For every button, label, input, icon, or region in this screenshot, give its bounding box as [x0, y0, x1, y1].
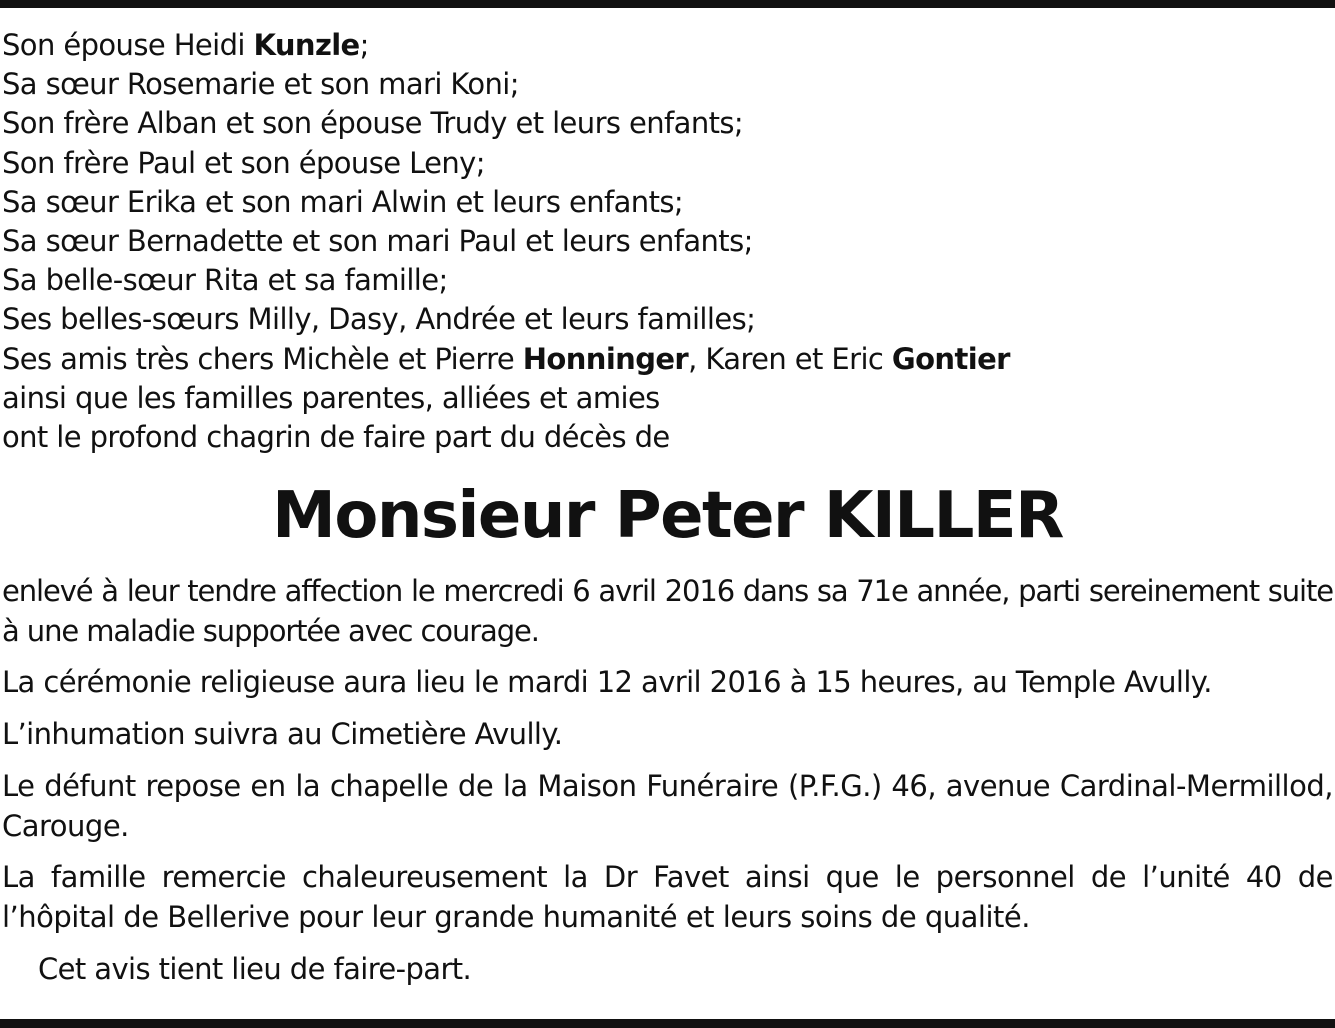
surname-gontier: Gontier — [891, 341, 1010, 376]
passing-paragraph: enlevé à leur tendre affection le mercredi 6 avril 2016 dans sa 71e année, parti sereinement suite à une maladie supportée avec courage. — [2, 574, 1333, 648]
mourner-line: Sa sœur Bernadette et son mari Paul et leurs enfants; — [2, 224, 753, 259]
mourner-line: Ses belles-sœurs Milly, Dasy, Andrée et leurs familles; — [2, 302, 756, 337]
ceremony-paragraph: La cérémonie religieuse aura lieu le mardi 12 avril 2016 à 15 heures, au Temple Avully. — [2, 665, 1212, 699]
mourner-line: Son frère Alban et son épouse Trudy et leurs enfants; — [2, 106, 744, 141]
bottom-border-rule — [0, 1019, 1335, 1028]
burial-paragraph: L’inhumation suivra au Cimetière Avully. — [2, 717, 563, 751]
top-border-rule — [0, 0, 1335, 8]
mourner-line: Sa sœur Erika et son mari Alwin et leurs enfants; — [2, 184, 684, 219]
thanks-paragraph: La famille remercie chaleureusement la Dr Favet ainsi que le personnel de l’unité 40 de l’hôpital de Bellerive pour leur grande humanité et leurs soins de qualité. — [2, 860, 1333, 934]
mourner-line: Sa sœur Rosemarie et son mari Koni; — [2, 67, 519, 102]
mourner-line: Sa belle-sœur Rita et sa famille; — [2, 263, 448, 298]
mourner-line: Son frère Paul et son épouse Leny; — [2, 145, 485, 180]
chapel-paragraph: Le défunt repose en la chapelle de la Maison Funéraire (P.F.G.) 46, avenue Cardinal-Mermillod, Carouge. — [2, 769, 1333, 843]
notice-closing-line: Cet avis tient lieu de faire-part. — [38, 952, 472, 986]
surname-kunzle: Kunzle — [253, 28, 360, 62]
deceased-name-heading: Monsieur Peter KILLER — [272, 479, 1063, 553]
mourner-line: ont le profond chagrin de faire part du décès de — [2, 420, 670, 455]
mourner-line-spouse: Son épouse Heidi Kunzle; — [2, 28, 369, 62]
mourner-line-friends: Ses amis très chers Michèle et Pierre Honninger, Karen et Eric Gontier — [2, 341, 1010, 376]
mourner-line: ainsi que les familles parentes, alliées et amies — [2, 380, 660, 415]
surname-honninger: Honninger — [522, 341, 689, 376]
mourners-list — [2, 26, 1010, 457]
